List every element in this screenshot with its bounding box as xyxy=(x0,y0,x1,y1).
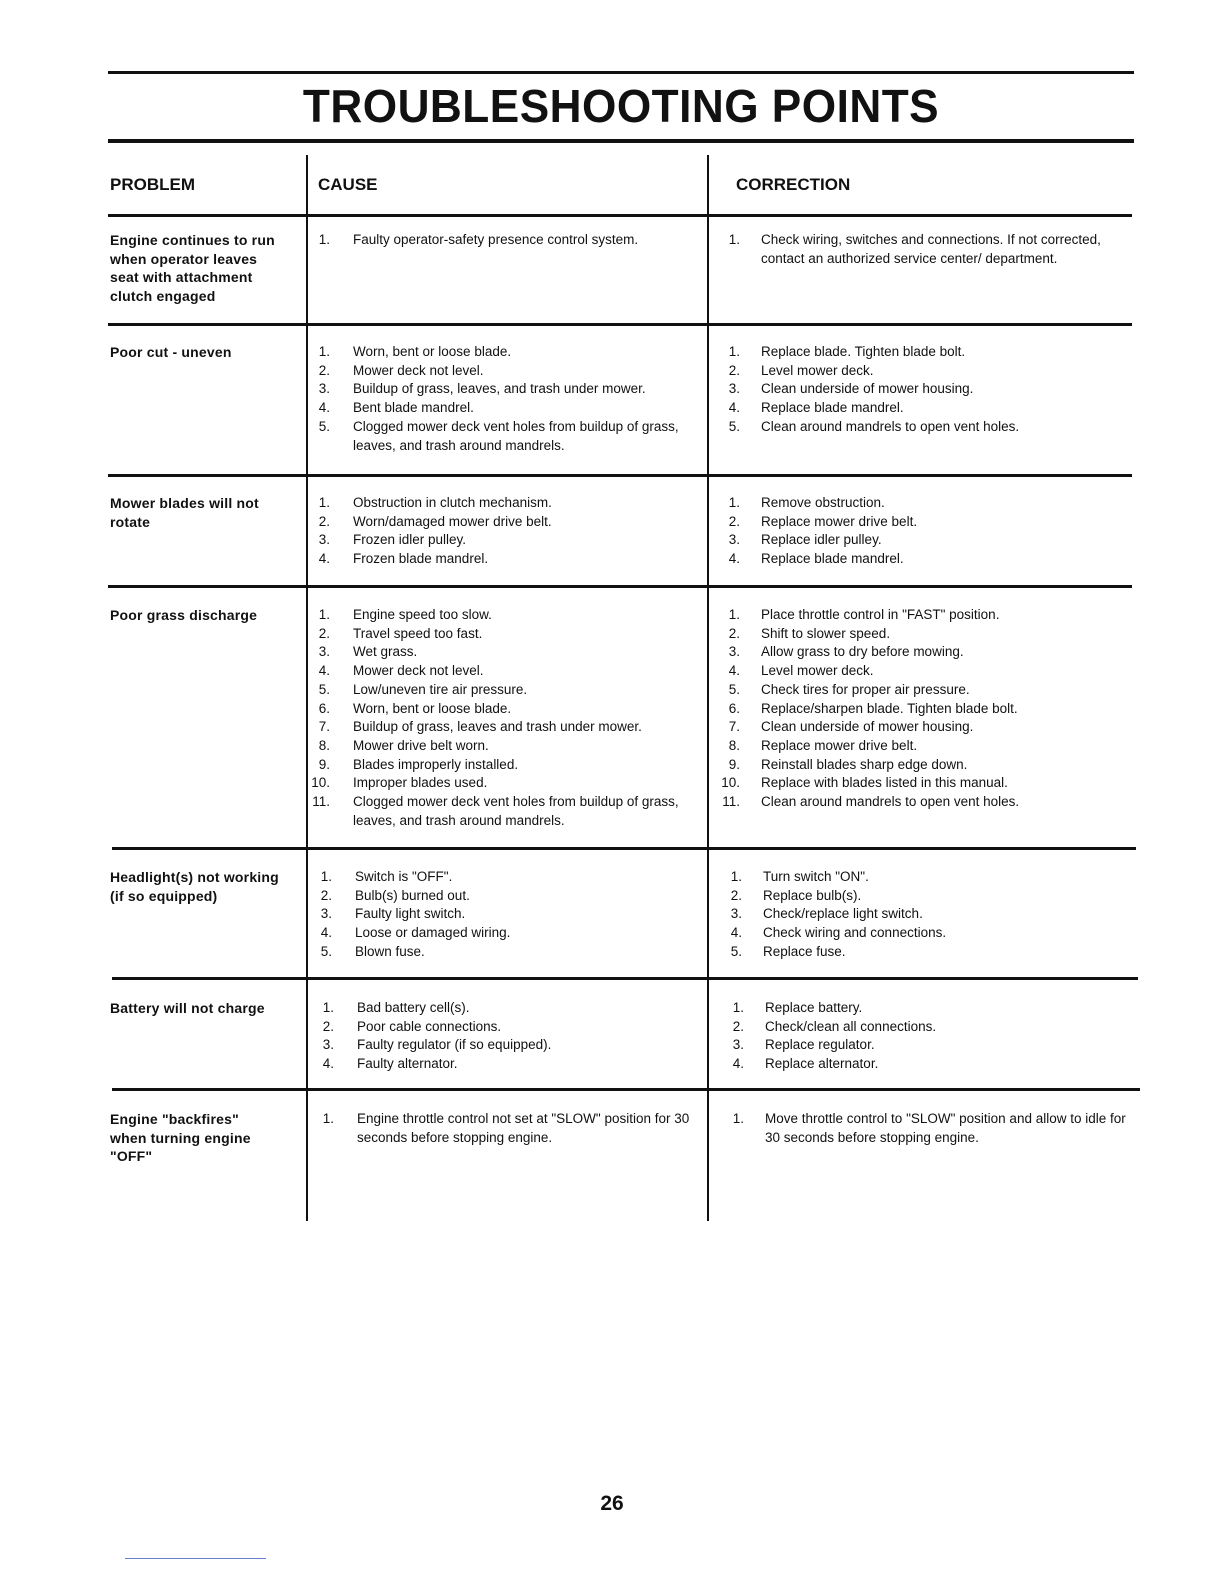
correction-text: Check/replace light switch. xyxy=(763,906,923,922)
correction-text: Replace battery. xyxy=(765,1000,863,1015)
problem-text: Engine "backfires" when turning engine "OFF" xyxy=(110,1111,251,1165)
correction-text: Replace bulb(s). xyxy=(763,887,862,903)
correction-item xyxy=(712,700,1132,719)
cause-text: Travel speed too fast. xyxy=(353,625,483,641)
cause-list xyxy=(314,999,709,1074)
correction-text: Allow grass to dry before mowing. xyxy=(761,644,964,660)
correction-list xyxy=(716,999,1136,1074)
cause-item xyxy=(310,399,705,418)
correction-text: Replace fuse. xyxy=(763,943,846,959)
correction-item xyxy=(712,681,1132,700)
cause-text: Frozen blade mandrel. xyxy=(353,551,489,567)
cause-list xyxy=(310,343,705,455)
cause-text: Mower deck not level. xyxy=(353,663,484,679)
item-number: 6. xyxy=(728,700,740,716)
cause-item xyxy=(310,513,705,532)
cause-item xyxy=(314,1036,709,1055)
cause-item xyxy=(310,362,705,381)
item-number: 3. xyxy=(322,1037,334,1053)
cause-item xyxy=(312,943,707,962)
item-number: 2. xyxy=(322,1018,334,1034)
row-separator xyxy=(108,323,1132,326)
header-cause: CAUSE xyxy=(318,175,378,194)
cause-item xyxy=(310,606,705,625)
correction-item xyxy=(716,1036,1136,1055)
correction-item xyxy=(712,774,1132,793)
row-separator xyxy=(108,585,1132,588)
item-number: 5. xyxy=(728,418,740,434)
item-number: 3. xyxy=(728,381,740,397)
correction-item xyxy=(712,418,1132,437)
item-number: 4. xyxy=(730,925,742,941)
item-number: 2. xyxy=(728,362,740,378)
item-number: 9. xyxy=(728,756,740,772)
cause-text: Clogged mower deck vent holes from buildup of grass, leaves, and trash around mandrels. xyxy=(353,794,679,828)
column-divider-left xyxy=(306,155,308,1221)
item-number: 1. xyxy=(318,232,330,247)
item-number: 1. xyxy=(730,869,742,884)
correction-text: Check/clean all connections. xyxy=(765,1018,937,1034)
correction-text: Check tires for proper air pressure. xyxy=(761,681,970,697)
correction-item xyxy=(712,550,1132,569)
item-number: 1. xyxy=(322,1111,334,1126)
correction-list xyxy=(714,868,1134,962)
cause-text: Low/uneven tire air pressure. xyxy=(353,681,528,697)
footer-link-underline xyxy=(125,1558,266,1559)
cause-item xyxy=(312,924,707,943)
item-number: 11. xyxy=(312,794,330,810)
cause-text: Faulty light switch. xyxy=(355,906,466,922)
cause-text: Bent blade mandrel. xyxy=(353,400,474,416)
correction-text: Reinstall blades sharp edge down. xyxy=(761,756,968,772)
row-separator xyxy=(112,977,1138,980)
correction-list xyxy=(712,494,1132,569)
problem-text: Mower blades will not rotate xyxy=(110,495,259,530)
correction-text: Place throttle control in "FAST" position. xyxy=(761,607,1000,622)
correction-item xyxy=(714,905,1134,924)
correction-text: Replace blade mandrel. xyxy=(761,400,904,416)
row-separator xyxy=(108,214,1132,217)
cause-item xyxy=(310,774,705,793)
correction-text: Clean around mandrels to open vent holes. xyxy=(761,418,1020,434)
cause-item xyxy=(310,625,705,644)
correction-text: Check wiring and connections. xyxy=(763,925,947,941)
correction-text: Move throttle control to "SLOW" position and allow to idle for 30 seconds before stopping engine. xyxy=(765,1111,1126,1145)
item-number: 4. xyxy=(318,400,330,416)
cause-item xyxy=(310,793,705,830)
cause-text: Faulty operator-safety presence control system. xyxy=(353,232,639,247)
item-number: 3. xyxy=(320,906,332,922)
cause-text: Blown fuse. xyxy=(355,943,425,959)
cause-text: Buildup of grass, leaves, and trash under mower. xyxy=(353,381,646,397)
correction-item xyxy=(712,380,1132,399)
cause-text: Improper blades used. xyxy=(353,775,488,791)
cause-item xyxy=(310,737,705,756)
item-number: 7. xyxy=(728,719,740,735)
correction-list xyxy=(712,231,1132,268)
correction-item xyxy=(716,1018,1136,1037)
cause-item xyxy=(314,1018,709,1037)
cause-text: Poor cable connections. xyxy=(357,1018,502,1034)
item-number: 1. xyxy=(320,869,332,884)
item-number: 2. xyxy=(732,1018,744,1034)
item-number: 2. xyxy=(728,513,740,529)
problem-text: Headlight(s) not working (if so equipped) xyxy=(110,869,279,904)
correction-item xyxy=(716,999,1136,1018)
correction-item xyxy=(712,531,1132,550)
item-number: 1. xyxy=(728,232,740,247)
problem-text: Engine continues to run when operator leaves seat with attachment clutch engaged xyxy=(110,232,275,305)
item-number: 4. xyxy=(318,551,330,567)
item-number: 8. xyxy=(318,737,330,753)
correction-item xyxy=(712,793,1132,812)
cause-text: Faulty regulator (if so equipped). xyxy=(357,1037,552,1053)
cause-text: Worn, bent or loose blade. xyxy=(353,344,512,359)
cause-list xyxy=(314,1110,709,1147)
correction-text: Replace alternator. xyxy=(765,1056,879,1072)
correction-item xyxy=(716,1055,1136,1074)
item-number: 4. xyxy=(728,400,740,416)
correction-list xyxy=(712,606,1132,812)
cause-item xyxy=(310,418,705,455)
item-number: 5. xyxy=(730,943,742,959)
cause-item xyxy=(314,1055,709,1074)
correction-text: Turn switch "ON". xyxy=(763,869,869,884)
item-number: 1. xyxy=(728,495,740,510)
item-number: 2. xyxy=(318,513,330,529)
cause-item xyxy=(310,643,705,662)
correction-text: Level mower deck. xyxy=(761,362,874,378)
cause-item xyxy=(310,343,705,362)
cause-item xyxy=(312,887,707,906)
cause-text: Engine speed too slow. xyxy=(353,607,492,622)
cause-item xyxy=(312,905,707,924)
correction-text: Replace idler pulley. xyxy=(761,532,882,548)
cause-text: Engine throttle control not set at "SLOW" position for 30 seconds before stopping engine. xyxy=(357,1111,690,1145)
cause-text: Mower deck not level. xyxy=(353,362,484,378)
cause-item xyxy=(310,700,705,719)
item-number: 3. xyxy=(732,1037,744,1053)
cause-list xyxy=(310,494,705,569)
item-number: 2. xyxy=(318,625,330,641)
item-number: 4. xyxy=(318,663,330,679)
cause-text: Bulb(s) burned out. xyxy=(355,887,470,903)
item-number: 9. xyxy=(318,756,330,772)
cause-text: Worn, bent or loose blade. xyxy=(353,700,512,716)
cause-item xyxy=(310,756,705,775)
problem-text: Poor cut - uneven xyxy=(110,344,232,360)
correction-item xyxy=(712,643,1132,662)
item-number: 3. xyxy=(728,532,740,548)
correction-text: Replace mower drive belt. xyxy=(761,513,918,529)
correction-item xyxy=(712,399,1132,418)
item-number: 1. xyxy=(318,344,330,359)
item-number: 2. xyxy=(320,887,332,903)
cause-text: Obstruction in clutch mechanism. xyxy=(353,495,552,510)
item-number: 4. xyxy=(728,551,740,567)
correction-item xyxy=(714,924,1134,943)
correction-text: Replace regulator. xyxy=(765,1037,875,1053)
item-number: 1. xyxy=(322,1000,334,1015)
correction-item xyxy=(716,1110,1136,1147)
cause-text: Blades improperly installed. xyxy=(353,756,519,772)
header-correction: CORRECTION xyxy=(736,175,851,194)
item-number: 6. xyxy=(318,700,330,716)
item-number: 3. xyxy=(730,906,742,922)
item-number: 3. xyxy=(318,644,330,660)
cause-item xyxy=(310,681,705,700)
title-top-rule xyxy=(108,71,1134,74)
header-problem: PROBLEM xyxy=(110,175,195,194)
correction-text: Clean around mandrels to open vent holes. xyxy=(761,794,1020,810)
correction-item xyxy=(712,662,1132,681)
correction-text: Replace/sharpen blade. Tighten blade bolt. xyxy=(761,700,1018,716)
correction-text: Remove obstruction. xyxy=(761,495,885,510)
item-number: 5. xyxy=(318,418,330,434)
cause-text: Bad battery cell(s). xyxy=(357,1000,470,1015)
correction-item xyxy=(712,343,1132,362)
item-number: 1. xyxy=(318,495,330,510)
correction-item xyxy=(712,718,1132,737)
cause-text: Worn/damaged mower drive belt. xyxy=(353,513,552,529)
correction-item xyxy=(712,362,1132,381)
problem-text: Poor grass discharge xyxy=(110,607,258,623)
correction-list xyxy=(716,1110,1136,1147)
correction-item xyxy=(712,513,1132,532)
item-number: 2. xyxy=(318,362,330,378)
row-separator xyxy=(108,474,1132,477)
correction-item xyxy=(712,606,1132,625)
item-number: 1. xyxy=(732,1111,744,1126)
item-number: 11. xyxy=(722,794,740,810)
correction-item xyxy=(712,625,1132,644)
item-number: 1. xyxy=(318,607,330,622)
cause-text: Faulty alternator. xyxy=(357,1056,458,1072)
correction-text: Replace with blades listed in this manual. xyxy=(761,775,1008,791)
item-number: 10. xyxy=(311,775,330,791)
correction-text: Clean underside of mower housing. xyxy=(761,381,974,397)
item-number: 5. xyxy=(728,681,740,697)
correction-item xyxy=(714,887,1134,906)
correction-item xyxy=(714,868,1134,887)
item-number: 4. xyxy=(320,925,332,941)
cause-item xyxy=(310,662,705,681)
item-number: 5. xyxy=(318,681,330,697)
page-title: TROUBLESHOOTING POINTS xyxy=(302,80,940,132)
correction-text: Check wiring, switches and connections. If not corrected, contact an authorized service center/ department. xyxy=(761,232,1101,266)
cause-text: Wet grass. xyxy=(353,644,418,660)
correction-text: Replace blade. Tighten blade bolt. xyxy=(761,344,966,359)
item-number: 3. xyxy=(318,381,330,397)
cause-text: Buildup of grass, leaves and trash under mower. xyxy=(353,719,642,735)
correction-item xyxy=(712,494,1132,513)
cause-item xyxy=(310,494,705,513)
problem-text: Battery will not charge xyxy=(110,1000,265,1016)
cause-list xyxy=(312,868,707,962)
item-number: 5. xyxy=(320,943,332,959)
item-number: 7. xyxy=(318,719,330,735)
item-number: 3. xyxy=(318,532,330,548)
cause-text: Clogged mower deck vent holes from buildup of grass, leaves, and trash around mandrels. xyxy=(353,418,679,453)
cause-item xyxy=(314,1110,709,1147)
cause-item xyxy=(310,231,705,250)
title-bottom-rule xyxy=(108,139,1134,143)
correction-item xyxy=(712,737,1132,756)
correction-item xyxy=(712,756,1132,775)
row-separator xyxy=(112,847,1136,850)
item-number: 4. xyxy=(322,1056,334,1072)
item-number: 1. xyxy=(728,344,740,359)
cause-item xyxy=(312,868,707,887)
cause-text: Loose or damaged wiring. xyxy=(355,925,511,941)
correction-text: Replace blade mandrel. xyxy=(761,551,904,567)
correction-list xyxy=(712,343,1132,437)
cause-item xyxy=(310,380,705,399)
correction-item xyxy=(714,943,1134,962)
item-number: 10. xyxy=(721,775,740,791)
item-number: 3. xyxy=(728,644,740,660)
cause-item xyxy=(314,999,709,1018)
cause-text: Mower drive belt worn. xyxy=(353,737,489,753)
correction-text: Replace mower drive belt. xyxy=(761,737,918,753)
correction-text: Clean underside of mower housing. xyxy=(761,719,974,735)
cause-list xyxy=(310,231,705,250)
item-number: 4. xyxy=(728,663,740,679)
cause-item xyxy=(310,718,705,737)
page-number: 26 xyxy=(600,1492,624,1515)
cause-item xyxy=(310,531,705,550)
cause-item xyxy=(310,550,705,569)
item-number: 8. xyxy=(728,737,740,753)
correction-text: Level mower deck. xyxy=(761,663,874,679)
cause-text: Frozen idler pulley. xyxy=(353,532,467,548)
item-number: 1. xyxy=(728,607,740,622)
cause-list xyxy=(310,606,705,830)
item-number: 2. xyxy=(730,887,742,903)
item-number: 4. xyxy=(732,1056,744,1072)
correction-item xyxy=(712,231,1132,268)
row-separator xyxy=(112,1088,1140,1091)
correction-text: Shift to slower speed. xyxy=(761,625,891,641)
cause-text: Switch is "OFF". xyxy=(355,869,453,884)
item-number: 2. xyxy=(728,625,740,641)
item-number: 1. xyxy=(732,1000,744,1015)
